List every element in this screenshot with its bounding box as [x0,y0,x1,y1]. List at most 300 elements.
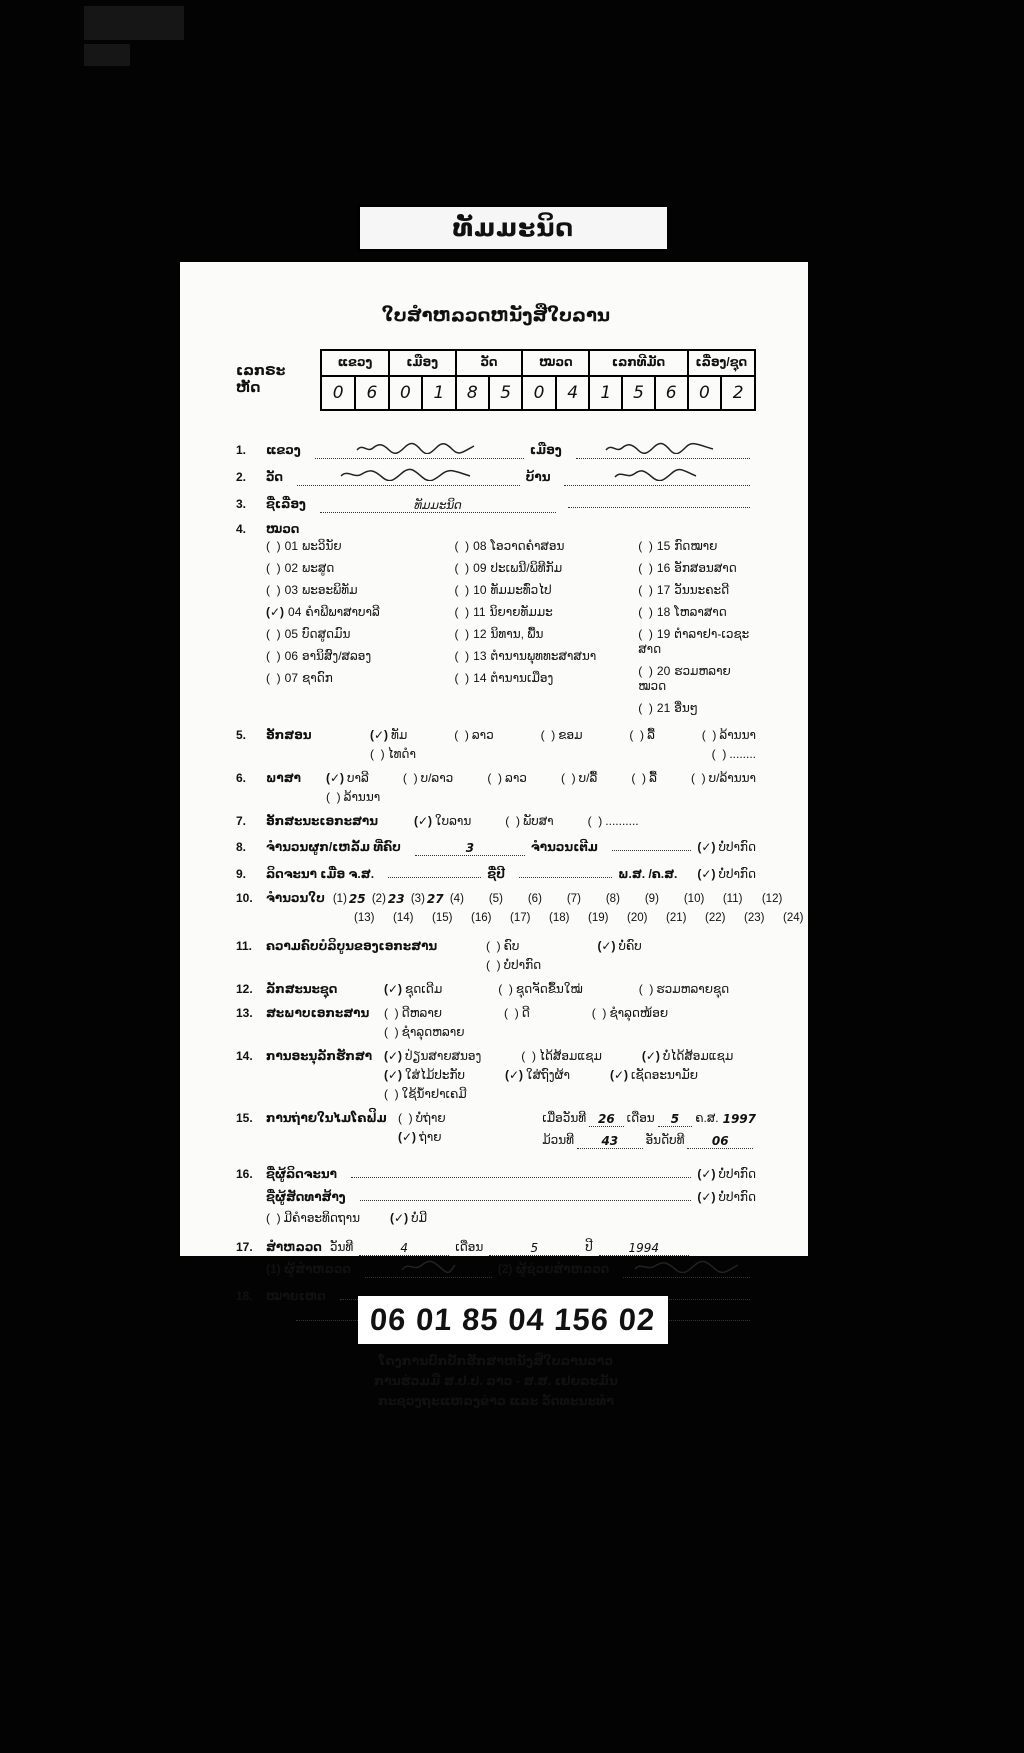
checkbox-checked-icon[interactable]: (✓) [697,839,716,854]
checkbox-option[interactable] [505,814,553,829]
code-digit-cell[interactable] [321,376,355,410]
checkbox-checked-icon[interactable]: (✓) [390,1211,409,1226]
category-column-3 [638,539,756,716]
handwritten-fascicle-count: 3 [465,840,475,855]
category-item[interactable] [266,649,454,664]
checkbox-option[interactable] [266,1211,360,1226]
checkbox-checked-icon[interactable]: (✓) [697,866,716,881]
checkbox-option[interactable] [631,771,656,786]
handwritten-month: 5 [670,1112,680,1127]
checkbox-option[interactable] [326,790,380,805]
checkbox-unchecked-icon[interactable]: ( ) [454,670,470,685]
checkbox-unchecked-icon[interactable]: ( ) [398,1111,413,1126]
sponsor-label: ຊື່ຜູ້ສັດທາສ້າງ [266,1190,346,1205]
checkbox-unchecked-icon[interactable]: ( ) [266,670,281,685]
checkbox-unchecked-icon[interactable]: ( ) [454,582,470,597]
checkbox-checked-icon[interactable]: (✓) [384,1049,403,1064]
assistant-signature[interactable] [623,1260,750,1278]
temple-input[interactable] [297,468,520,486]
category-item[interactable] [266,583,454,598]
checkbox-unchecked-icon[interactable]: ( ) [266,582,281,597]
leaf-count-slot[interactable] [354,910,393,925]
checkbox-unchecked-icon[interactable]: ( ) [638,582,653,597]
set-type-options [384,982,729,997]
category-number: 12 [473,626,487,641]
checkbox-checked-icon[interactable]: (✓) [697,1167,716,1182]
checkbox-unchecked-icon[interactable]: ( ) [587,813,603,828]
leaf-count-slot[interactable] [489,891,528,906]
index-input[interactable] [687,1133,753,1149]
province-input[interactable] [315,441,524,459]
handwritten-entry [338,468,478,481]
checkbox-unchecked-icon[interactable]: ( ) [454,727,469,742]
code-digit: 5 [500,382,512,403]
code-digit-cell[interactable] [522,376,556,410]
checkbox-option[interactable] [610,1068,698,1083]
category-item[interactable] [638,627,756,657]
checkbox-unchecked-icon[interactable]: ( ) [629,727,645,742]
checkbox-unchecked-icon[interactable]: ( ) [370,746,385,761]
field-sponsor [236,1188,756,1205]
leaf-count-slot[interactable] [549,910,588,925]
code-digit-cell[interactable] [355,376,389,410]
scribe-input[interactable] [351,1165,691,1178]
checkbox-checked-icon[interactable]: (✓) [384,982,403,997]
checkbox-option[interactable] [487,771,527,786]
survey-year-input[interactable] [599,1240,689,1256]
option-label: ເຊັດອະນາມັຍ [631,1068,699,1083]
checkbox-unchecked-icon[interactable]: ( ) [266,1211,281,1226]
surveyor-signature[interactable] [365,1260,492,1278]
survey-day-input[interactable] [359,1240,449,1256]
category-label: ຊາດົກ [302,670,333,685]
scribe-tail [697,1167,756,1182]
checkbox-unchecked-icon[interactable]: ( ) [701,727,717,742]
code-digit-cell[interactable] [489,376,522,410]
year-name-label: ຊື່ປີ [487,866,505,881]
checkbox-unchecked-icon[interactable]: ( ) [384,1025,399,1040]
category-number: 16 [656,560,671,575]
checkbox-unchecked-icon[interactable]: ( ) [384,1006,399,1021]
village-input[interactable] [564,468,750,486]
slot-number: (5) [488,892,503,905]
writing-cs-year-input[interactable] [388,865,481,878]
checkbox-unchecked-icon[interactable]: ( ) [638,700,653,715]
leaf-count-slot[interactable] [510,910,549,925]
code-digit-cell[interactable] [389,376,423,410]
checkbox-unchecked-icon[interactable]: ( ) [690,770,706,785]
option-label: ໄທດຳ [387,746,416,761]
leaf-count-slot[interactable] [411,891,450,906]
signature [632,1260,742,1273]
checkbox-checked-icon[interactable]: (✓) [697,1190,716,1205]
checkbox-option[interactable] [697,867,756,882]
checkbox-checked-icon[interactable]: (✓) [266,604,285,619]
microfilm-label: ການຖ່າຍໃນໄມໂຄຟິມ [266,1111,387,1126]
code-digit: 4 [567,382,579,403]
code-digit: 1 [433,382,445,403]
option-label: .......... [605,813,639,828]
leaf-count-slot[interactable] [723,891,762,906]
checkbox-checked-icon[interactable]: (✓) [370,727,389,742]
reel-input[interactable] [577,1133,643,1149]
leaf-count-slot[interactable] [567,891,606,906]
survey-month-input[interactable] [489,1240,579,1256]
checkbox-checked-icon[interactable]: (✓) [384,1068,403,1083]
checkbox-unchecked-icon[interactable]: ( ) [498,982,513,997]
field-fascicle-count [236,838,756,856]
leaf-slots-row-2 [354,910,822,925]
checkbox-unchecked-icon[interactable]: ( ) [266,626,281,641]
fascicle-extra-input[interactable] [612,838,692,851]
code-digit: 1 [600,382,612,403]
leaf-count-slot[interactable] [762,891,801,906]
code-digit: 5 [633,382,644,403]
checkbox-unchecked-icon[interactable]: ( ) [638,982,654,997]
leaf-count-slot[interactable] [588,910,627,925]
option-label: ປ່ຽນສາຍສນອງ [405,1049,482,1064]
checkbox-option[interactable] [505,1068,570,1083]
checkbox-option[interactable] [384,982,442,997]
checkbox-option[interactable] [592,1006,668,1021]
slot-number: (8) [605,892,620,905]
checkbox-checked-icon[interactable]: (✓) [326,770,345,785]
checkbox-unchecked-icon[interactable]: ( ) [505,813,520,828]
option-label: ບ/ລື້ [578,770,598,785]
checkbox-option[interactable] [486,939,519,954]
category-item[interactable] [266,605,454,620]
checkbox-unchecked-icon[interactable]: ( ) [454,626,470,641]
leaf-count-slot[interactable] [333,891,372,906]
checkbox-unchecked-icon[interactable]: ( ) [266,648,281,663]
checkbox-unchecked-icon[interactable]: ( ) [638,560,653,575]
checkbox-checked-icon[interactable]: (✓) [641,1049,660,1064]
category-number: 09 [473,560,487,575]
checkbox-checked-icon[interactable]: (✓) [414,813,433,828]
slot-value: 23 [387,891,405,906]
checkbox-unchecked-icon[interactable]: ( ) [402,770,418,785]
category-label: ປະເພນີ/ພິທີກັມ [490,560,563,575]
category-number: 04 [288,604,302,619]
option-label: ຂອມ [558,727,583,742]
document-code-strip [358,1296,668,1344]
checkbox-option[interactable] [384,1068,465,1083]
slot-number: (24) [783,911,804,924]
leaf-count-slot[interactable] [450,891,489,906]
slot-value: 25 [348,891,366,906]
survey-label: ສຳຫລວດ [266,1240,322,1255]
checkbox-option[interactable] [541,728,583,743]
code-digit-cell[interactable] [456,376,489,410]
checkbox-option[interactable] [629,728,654,743]
checkbox-unchecked-icon[interactable]: ( ) [454,604,470,619]
checkbox-unchecked-icon[interactable]: ( ) [638,604,653,619]
option-label: ທັມ [391,727,408,742]
checkbox-option[interactable] [504,1006,530,1021]
category-item[interactable] [454,671,638,686]
category-item[interactable] [266,561,454,576]
checkbox-option[interactable] [384,1049,481,1064]
slot-number: (17) [510,911,531,924]
option-label: ໃສ່ຖົງຜ້າ [526,1068,570,1083]
leaf-count-slot[interactable] [606,891,645,906]
code-digit: 0 [698,382,710,403]
story-title-input[interactable] [320,497,556,513]
checkbox-option[interactable] [384,1025,465,1040]
checkbox-unchecked-icon[interactable]: ( ) [591,1006,607,1021]
checkbox-unchecked-icon[interactable]: ( ) [384,1087,399,1102]
microfilm-day-input[interactable] [589,1111,624,1127]
category-item[interactable] [266,627,454,642]
checkbox-unchecked-icon[interactable]: ( ) [631,770,647,785]
checkbox-checked-icon[interactable]: (✓) [398,1130,417,1145]
code-table [320,349,756,411]
checkbox-option[interactable] [390,1211,427,1226]
year-name-input[interactable] [519,865,612,878]
checkbox-checked-icon[interactable]: (✓) [505,1068,524,1083]
category-label: ບົດສູດມົນ [302,626,351,641]
option-label: ດີ [521,1006,530,1021]
checkbox-checked-icon[interactable]: (✓) [597,939,616,954]
code-digit-cell[interactable] [721,376,755,410]
category-number: 02 [284,560,299,575]
checkbox-unchecked-icon[interactable]: ( ) [711,746,727,761]
item-number: 6. [236,770,247,785]
code-digit: 6 [366,382,378,403]
checkbox-option[interactable] [712,747,756,762]
checkbox-unchecked-icon[interactable]: ( ) [560,770,576,785]
field-document-form [236,814,756,829]
checkbox-option[interactable] [561,771,597,786]
category-number: 17 [656,582,671,597]
script-label: ອັກສອນ [266,727,312,742]
checkbox-unchecked-icon[interactable]: ( ) [454,648,470,663]
checkbox-unchecked-icon[interactable]: ( ) [487,770,503,785]
handwritten-year: 1997 [722,1112,757,1127]
handwritten-entry [354,441,484,454]
category-item[interactable] [454,649,638,664]
checkbox-option[interactable] [702,728,756,743]
checkbox-unchecked-icon[interactable]: ( ) [540,727,556,742]
category-item[interactable] [638,583,756,598]
category-label: ອັກສອນສາດ [674,560,737,575]
checkbox-option[interactable] [697,1190,756,1205]
leaf-count-slot[interactable] [393,910,432,925]
code-column-header: ແຂວງ [321,350,388,376]
checkbox-option[interactable] [384,1087,467,1102]
checkbox-option[interactable] [403,771,453,786]
checkbox-unchecked-icon[interactable]: ( ) [638,538,653,553]
scribe-label: ຊື່ຜູ້ລິດຈະນາ [266,1167,337,1182]
category-label: ອື່ນໆ [674,700,698,715]
category-column-1 [266,539,454,716]
leaf-count-slot[interactable] [705,910,744,925]
category-label: ນິທານ, ພື້ນ [490,626,544,641]
slot-number: (18) [549,911,570,924]
microfilm-era-label: ຄ.ສ. [695,1111,719,1126]
story-title-input-2[interactable] [568,495,750,508]
checkbox-option[interactable] [597,939,641,954]
category-item[interactable] [638,664,756,694]
code-table-block [236,349,756,411]
field-preservation-2 [236,1068,756,1102]
checkbox-checked-icon[interactable]: (✓) [610,1068,629,1083]
checkbox-option[interactable] [639,982,729,997]
microfilm-month-input[interactable] [658,1111,693,1127]
code-digit-cell[interactable] [556,376,590,410]
sponsor-input[interactable] [360,1188,692,1201]
category-label: ຕຳນານພຸທທະສາສນາ [490,648,597,663]
category-number: 07 [284,670,299,685]
leaf-count-slot[interactable] [432,910,471,925]
field-preservation [236,1049,756,1064]
fascicle-complete-input[interactable] [415,840,525,856]
checkbox-option[interactable] [370,728,407,743]
category-label: ພະວິນັຍ [302,538,342,553]
checkbox-unchecked-icon[interactable]: ( ) [638,663,653,678]
leaf-count-slot[interactable] [783,910,822,925]
condition-label: ສະພາບເອກະສານ [266,1006,370,1021]
option-label: ພັບສາ [522,813,554,828]
slot-number: (23) [744,911,765,924]
field-set-type [236,982,756,997]
option-label: ລື້ [649,770,657,785]
checkbox-unchecked-icon[interactable]: ( ) [486,958,501,973]
fascicle-extra-label: ຈຳນວນເຕີມ [530,839,598,854]
checkbox-option[interactable] [521,1049,602,1064]
code-digit: 2 [732,382,744,403]
preservation-label: ການອະນຸລັກຮັກສາ [266,1049,373,1064]
index-label: ອັນດັບທີ [645,1133,685,1148]
leaf-count-slot[interactable] [471,910,510,925]
checkbox-option[interactable] [697,1167,756,1182]
checkbox-unchecked-icon[interactable]: ( ) [326,789,341,804]
set-type-label: ລັກສະນະຊຸດ [266,982,338,997]
code-digit-cell[interactable] [422,376,456,410]
checkbox-option[interactable] [370,747,416,762]
item-number: 2. [236,469,247,484]
document-form-options [414,814,639,829]
footer-project-name: ໂຄງການປົກປັກຮັກສາຫນັງສືໃບລານລາວ [378,1354,614,1369]
category-item[interactable] [454,539,638,554]
category-item[interactable] [638,701,756,716]
preservation-options-2 [384,1068,756,1102]
handwritten-survey-day: 4 [400,1241,409,1256]
leaf-count-slot[interactable] [666,910,705,925]
preservation-options-1 [384,1049,733,1064]
slot-number: (12) [761,892,783,905]
option-label: ຊຳລຸດຫລາຍ [401,1025,465,1040]
sponsor-tail [697,1190,756,1205]
item-number: 17. [236,1240,253,1255]
leaf-count-slot[interactable] [627,910,666,925]
category-number: 11 [473,604,486,619]
checkbox-option[interactable] [384,1006,442,1021]
fascicle-tail [697,840,756,855]
code-column-header: ເມືອງ [389,350,456,376]
category-item[interactable] [638,539,756,554]
handwritten-entry [612,468,702,481]
category-number: 15 [656,538,671,553]
category-item[interactable] [266,671,454,686]
fascicle-complete-label: ຈຳນວນຜູກ/ເຫລັ້ມ ທີ່ຄົບ [266,839,401,854]
survey-day-label: ວັນທີ [329,1240,354,1255]
option-label: ລາວ [505,770,527,785]
category-label: ໂຫລາສາດ [674,604,727,619]
category-item[interactable] [454,627,638,642]
code-digit-cell[interactable] [655,376,688,410]
handwritten-reel: 43 [601,1134,619,1149]
checkbox-unchecked-icon[interactable]: ( ) [521,1049,536,1064]
code-digit-cell[interactable] [589,376,622,410]
remarks-label: ໝາຍເຫດ [266,1289,326,1304]
checkbox-option[interactable] [326,771,369,786]
code-digit-cell[interactable] [622,376,655,410]
checkbox-unchecked-icon[interactable]: ( ) [454,560,470,575]
leaf-count-slot[interactable] [684,891,723,906]
leaf-count-slot[interactable] [645,891,684,906]
checkbox-unchecked-icon[interactable]: ( ) [454,538,470,553]
district-input[interactable] [576,441,750,459]
category-number: 20 [656,663,671,678]
option-label: ໃສ່ໄມ້ປະກັບ [405,1068,465,1083]
checkbox-option[interactable] [486,958,541,973]
checkbox-unchecked-icon[interactable]: ( ) [638,626,653,641]
code-digit: 0 [400,382,411,403]
checkbox-option[interactable] [588,814,639,829]
surveyor-label: (1) ຜູ້ສຳຫລວດ [266,1262,351,1277]
code-table-label: ເລກຣະຫັດ [236,361,286,395]
checkbox-unchecked-icon[interactable]: ( ) [266,538,281,553]
category-label: ວັນນະຄະດີ [674,582,730,597]
checkbox-option[interactable] [414,814,471,829]
checkbox-option[interactable] [398,1111,446,1126]
leaf-count-slot[interactable] [372,891,411,906]
code-digit-cell[interactable] [688,376,722,410]
category-item[interactable] [454,583,638,598]
item-number: 13. [236,1006,253,1021]
checkbox-option[interactable] [398,1130,442,1145]
category-number: 13 [473,648,487,663]
slot-number: (13) [354,911,375,924]
checkbox-unchecked-icon[interactable]: ( ) [486,939,501,954]
category-item[interactable] [266,539,454,554]
checkbox-option[interactable] [454,728,494,743]
checkbox-option[interactable] [691,771,756,786]
category-item[interactable] [638,561,756,576]
category-item[interactable] [454,605,638,620]
prayer-options [266,1211,427,1226]
leaf-count-slot[interactable] [744,910,783,925]
slot-number: (21) [666,911,687,924]
leaf-count-label: ຈຳນວນໃບ [266,890,325,905]
checkbox-option[interactable] [498,982,583,997]
category-label: ຮວມຫລາຍໝວດ [638,663,731,693]
slot-number: (15) [432,911,453,924]
category-item[interactable] [638,605,756,620]
survey-form-sheet [180,262,808,1409]
item-number: 7. [236,813,247,828]
leaf-count-slot[interactable] [528,891,567,906]
survey-year-label: ປີ [585,1240,593,1255]
checkbox-unchecked-icon[interactable]: ( ) [504,1006,519,1021]
code-column-header: ວັດ [456,350,523,376]
checkbox-option[interactable] [642,1049,733,1064]
category-item[interactable] [454,561,638,576]
scan-artifact [84,44,130,66]
checkbox-option[interactable] [697,840,756,855]
checkbox-unchecked-icon[interactable]: ( ) [266,560,281,575]
